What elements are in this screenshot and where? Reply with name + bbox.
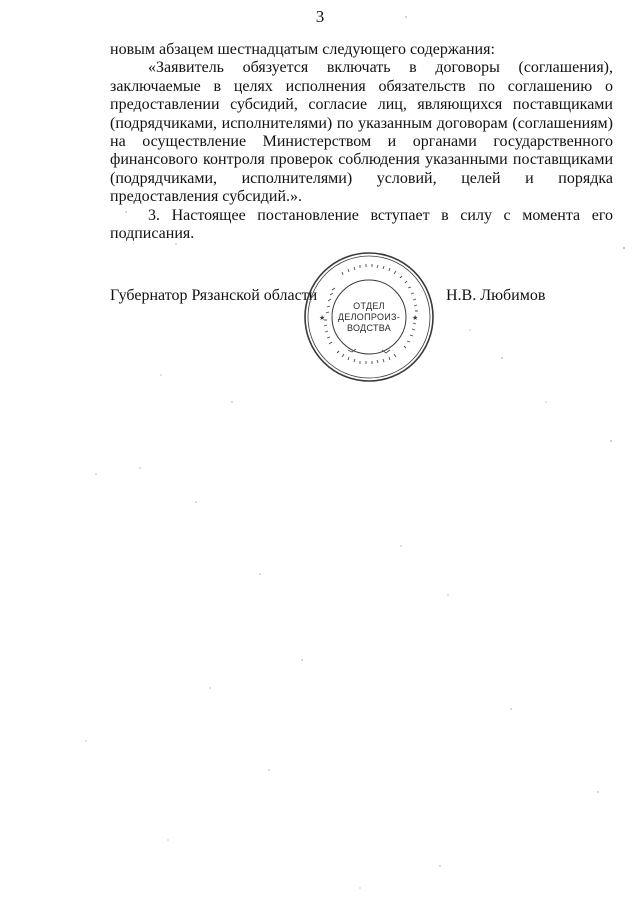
stamp-line-3: ВОДСТВА	[346, 323, 392, 333]
paragraph-item-3: 3. Настоящее постановление вступает в силу с момента его подписания.	[110, 206, 613, 243]
official-stamp	[302, 250, 436, 384]
stamp-line-1: ОТДЕЛ	[353, 301, 385, 311]
page-number: 3	[315, 7, 325, 26]
svg-text:★: ★	[412, 315, 419, 322]
signatory-title: Губернатор Рязанской области	[110, 287, 318, 304]
paragraph-intro: новым абзацем шестнадцатым следующего содержания:	[110, 41, 495, 58]
signatory-name: Н.В. Любимов	[446, 287, 546, 304]
paragraph-quote: «Заявитель обязуется включать в договоры (соглашения), заключаемые в целях исполнения обязательств по соглашению о предоставлении субсидий, согласие лиц, являющихся поставщиками (подрядчиками, исполнителями) по указанным договорам (соглашениям) на осуществление Министерством и органами государственного финансового контроля проверок соблюдения указанными поставщиками (подрядчиками, исполнителями) условий, целей и порядка предоставления субсидий.».	[110, 59, 613, 206]
stamp-line-2: ДЕЛОПРОИЗ-	[337, 312, 401, 322]
svg-text:★: ★	[319, 315, 326, 322]
document-body	[110, 41, 613, 243]
stamp-center-text	[302, 301, 436, 334]
